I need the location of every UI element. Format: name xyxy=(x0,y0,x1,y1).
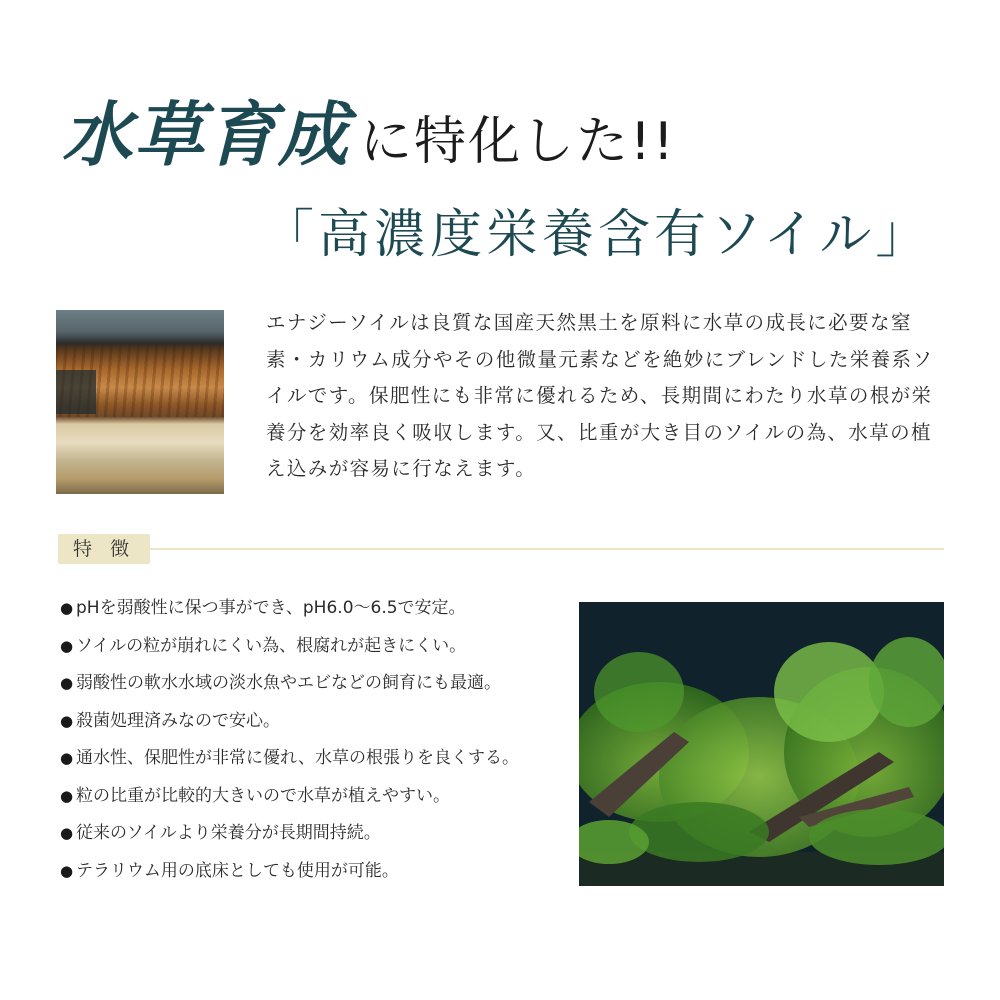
features-divider xyxy=(150,548,944,550)
aquarium-photo xyxy=(579,602,944,886)
feature-item xyxy=(60,858,519,896)
feature-item xyxy=(60,783,519,821)
bullet-icon: ● xyxy=(60,599,74,617)
feature-text: ソイルの粒が崩れにくい為、根腐れが起きにくい。 xyxy=(76,635,467,656)
bullet-icon: ● xyxy=(60,861,74,880)
feature-item xyxy=(60,708,519,746)
bullet-icon: ● xyxy=(60,824,74,842)
feature-text: 殺菌処理済みなので安心。 xyxy=(76,710,280,731)
bullet-icon: ● xyxy=(60,674,74,692)
feature-text: 粒の比重が比較的大きいので水草が植えやすい。 xyxy=(76,785,450,806)
feature-text: 従来のソイルより栄養分が長期間持続。 xyxy=(76,823,381,843)
feature-text: 通水性、保肥性が非常に優れ、水草の根張りを良くする。 xyxy=(76,748,520,768)
feature-text: 弱酸性の軟水水域の淡水魚やエビなどの飼育にも最適。 xyxy=(76,673,501,693)
bullet-icon: ● xyxy=(60,711,74,730)
feature-item xyxy=(60,633,519,671)
feature-text: pHを弱酸性に保つ事ができ、pH6.0～6.5で安定。 xyxy=(76,598,466,618)
features-list xyxy=(60,595,519,895)
soil-layer-photo xyxy=(56,310,224,494)
feature-item xyxy=(60,595,519,633)
headline xyxy=(62,94,676,176)
bullet-icon: ● xyxy=(60,786,74,805)
bullet-icon: ● xyxy=(60,749,74,767)
feature-item xyxy=(60,745,519,783)
product-description: エナジーソイルは良質な国産天然黒土を原料に水草の成長に必要な窒素・カリウム成分やその他微量元素などを絶妙にブレンドした栄養系ソイルです。保肥性にも非常に優れるため、長期間にわたり水草の根が栄養分を効率良く吸収します。又、比重が大き目のソイルの為、水草の植え込みが容易に行なえます。 xyxy=(266,311,934,480)
product-title: 「高濃度栄養含有ソイル」 xyxy=(262,205,932,265)
feature-item xyxy=(60,820,519,858)
bullet-icon: ● xyxy=(60,636,74,655)
headline-main: 水草育成 xyxy=(62,94,350,176)
aquarium-plants-illustration xyxy=(579,602,944,886)
features-heading: 特 徴 xyxy=(58,534,150,564)
headline-sub: に特化した!! xyxy=(360,112,676,172)
feature-item xyxy=(60,670,519,708)
feature-text: テラリウム用の底床としても使用が可能。 xyxy=(76,860,399,881)
